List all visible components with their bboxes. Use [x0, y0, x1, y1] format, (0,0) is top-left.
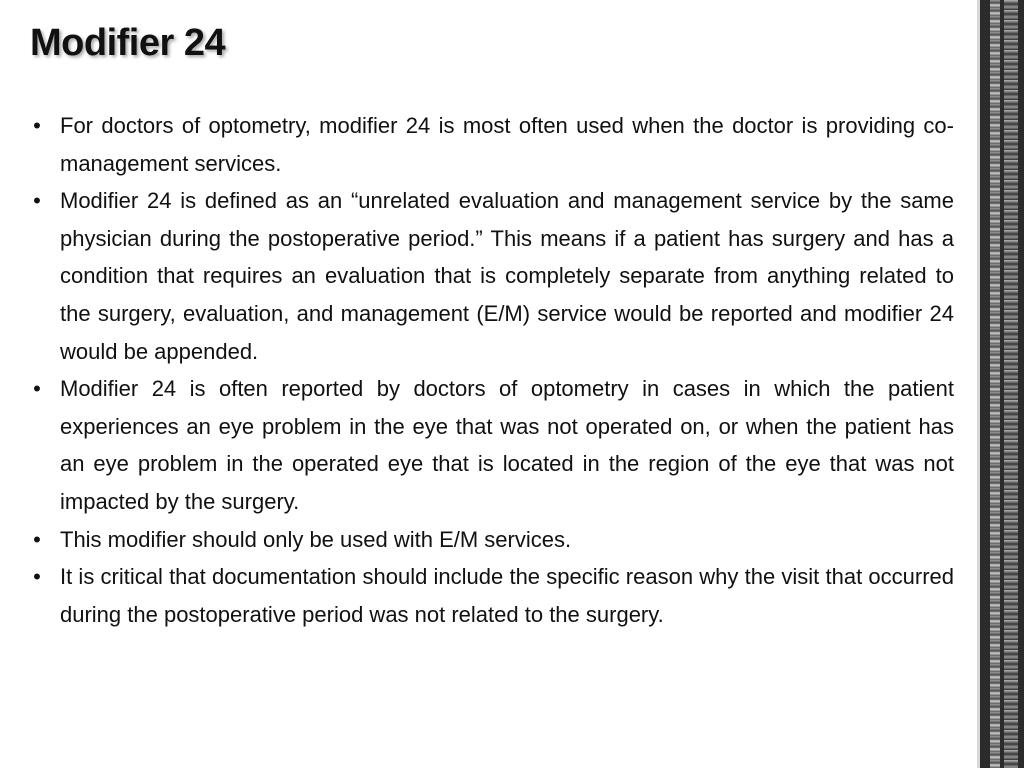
bullet-dot-icon: [30, 370, 44, 408]
bullet-dot-icon: [30, 558, 44, 596]
bullet-list: [28, 107, 954, 633]
bullet-text: This modifier should only be used with E/M services.: [60, 526, 572, 552]
bullet-item: [28, 370, 954, 520]
bullet-text: It is critical that documentation should include the specific reason why the visit that occurred during the postoperative period was not related to the surgery.: [60, 564, 954, 627]
bullet-text: Modifier 24 is often reported by doctors of optometry in cases in which the patient experiences an eye problem in the eye that was not operated on, or when the patient has an eye problem in the operated eye that is located in the region of the eye that was not impacted by the surgery.: [60, 376, 954, 514]
decorative-edge-border: [977, 0, 1024, 768]
bullet-dot-icon: [30, 107, 44, 145]
bullet-dot-icon: [30, 182, 44, 220]
edge-stripe: [990, 0, 1000, 768]
bullet-item: [28, 521, 954, 559]
bullet-dot-icon: [30, 521, 44, 559]
bullet-text: For doctors of optometry, modifier 24 is most often used when the doctor is providing co-management services.: [60, 113, 954, 176]
slide-title: Modifier 24: [30, 22, 226, 64]
bullet-item: [28, 558, 954, 633]
bullet-text: Modifier 24 is defined as an “unrelated evaluation and management service by the same physician during the postoperative period.” This means if a patient has surgery and has a condition that requires an evaluation that is completely separate from anything related to the surgery, evaluation, and management (E/M) service would be reported and modifier 24 would be appended.: [60, 188, 954, 364]
edge-stripe: [1004, 0, 1018, 768]
bullet-item: [28, 107, 954, 182]
bullet-item: [28, 182, 954, 370]
